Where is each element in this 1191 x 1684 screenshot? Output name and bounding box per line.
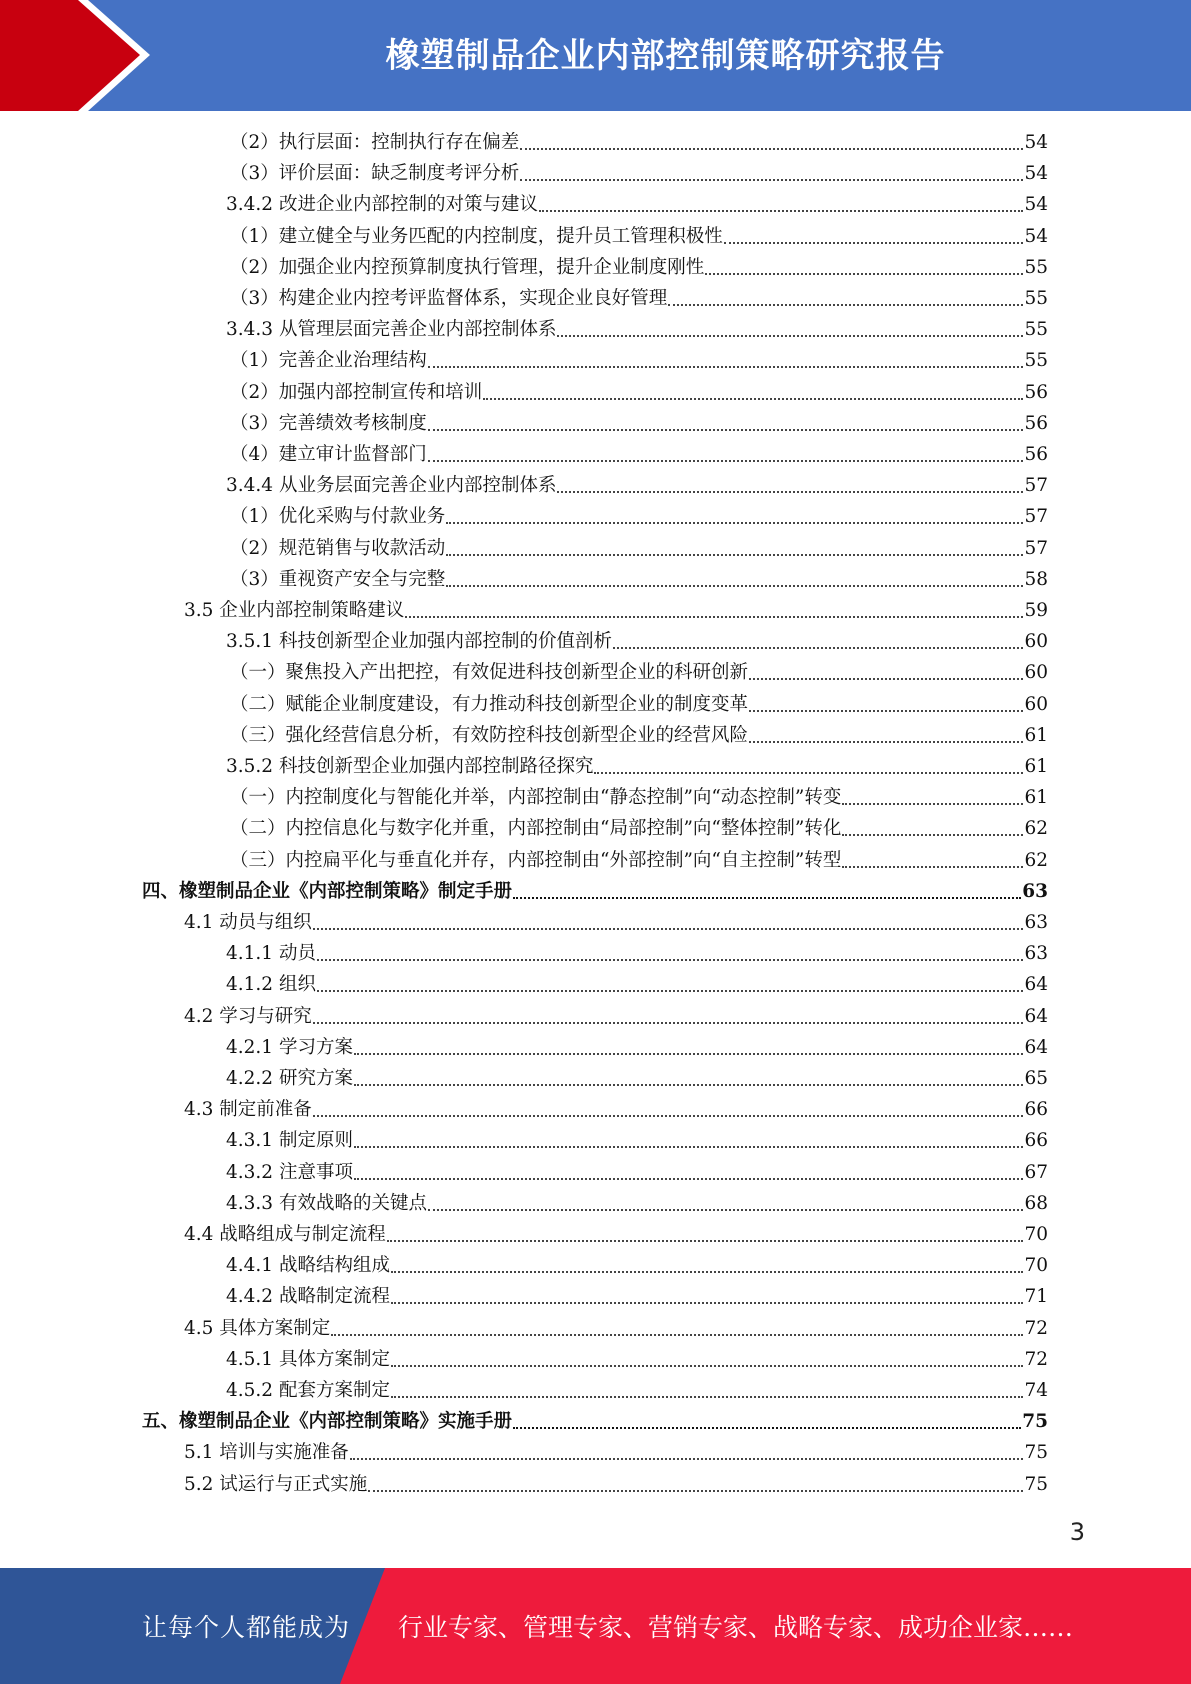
toc-entry[interactable] <box>230 657 1048 688</box>
toc-entry[interactable] <box>230 283 1048 314</box>
toc-entry-page: 55 <box>1024 350 1048 372</box>
toc-dot-leader <box>539 210 1023 212</box>
toc-dot-leader <box>842 866 1023 868</box>
toc-entry[interactable] <box>230 564 1048 595</box>
toc-entry-label: 五、橡塑制品企业《内部控制策略》实施手册 <box>142 1411 513 1433</box>
toc-entry-label: （3）完善绩效考核制度 <box>230 412 427 434</box>
toc-entry-label: 4.2.1 学习方案 <box>226 1036 353 1058</box>
toc-dot-leader <box>446 522 1023 524</box>
toc-entry[interactable] <box>226 1281 1048 1312</box>
toc-entry[interactable] <box>230 845 1048 876</box>
toc-entry-page: 65 <box>1024 1068 1048 1089</box>
toc-entry-page: 75 <box>1024 1473 1048 1495</box>
toc-entry[interactable] <box>226 314 1048 345</box>
toc-entry-label: 3.4.3 从管理层面完善企业内部控制体系 <box>226 319 557 341</box>
toc-entry-page: 55 <box>1024 256 1048 278</box>
toc-entry-label: 3.5 企业内部控制策略建议 <box>184 600 405 621</box>
toc-entry-label: 4.1.1 动员 <box>226 943 316 965</box>
toc-entry-label: （1）建立健全与业务匹配的内控制度，提升员工管理积极性 <box>230 225 723 247</box>
toc-entry-page: 63 <box>1024 912 1048 933</box>
toc-dot-leader <box>749 710 1023 712</box>
toc-entry[interactable] <box>230 408 1048 439</box>
toc-entry[interactable] <box>230 221 1048 252</box>
toc-entry-label: 4.5.1 具体方案制定 <box>226 1348 390 1370</box>
toc-dot-leader <box>317 959 1024 961</box>
toc-entry-page: 60 <box>1024 662 1048 684</box>
toc-dot-leader <box>557 491 1023 493</box>
toc-entry[interactable] <box>230 439 1048 470</box>
toc-entry-label: 5.2 试运行与正式实施 <box>184 1473 368 1495</box>
toc-entry-label: （二）赋能企业制度建设，有力推动科技创新型企业的制度变革 <box>230 693 749 715</box>
toc-dot-leader <box>391 1396 1023 1398</box>
toc-entry[interactable] <box>184 1219 1048 1250</box>
footer-slogan-right: 行业专家、管理专家、营销专家、战略专家、成功企业家…… <box>398 1613 1074 1642</box>
toc-entry[interactable] <box>230 252 1048 283</box>
toc-entry[interactable] <box>142 1406 1048 1437</box>
toc-entry[interactable] <box>226 470 1048 501</box>
toc-entry-page: 61 <box>1024 787 1048 809</box>
toc-entry-label: （三）内控扁平化与垂直化并存，内部控制由“外部控制”向“自主控制”转型 <box>230 849 842 871</box>
toc-entry-page: 54 <box>1024 225 1048 247</box>
toc-entry-label: 4.1 动员与组织 <box>184 912 312 933</box>
toc-dot-leader <box>428 1209 1023 1211</box>
toc-dot-leader <box>749 741 1023 743</box>
toc-entry-page: 57 <box>1024 537 1048 559</box>
toc-entry[interactable] <box>184 1313 1048 1344</box>
toc-entry-page: 63 <box>1024 943 1048 965</box>
toc-entry[interactable] <box>226 938 1048 969</box>
toc-entry[interactable] <box>230 158 1048 189</box>
toc-dot-leader <box>613 647 1023 649</box>
toc-dot-leader <box>513 1427 1021 1429</box>
toc-dot-leader <box>354 1178 1024 1180</box>
toc-entry-label: 3.5.2 科技创新型企业加强内部控制路径探究 <box>226 756 594 777</box>
toc-entry-label: 4.1.2 组织 <box>226 974 316 996</box>
toc-entry-label: 4.4 战略组成与制定流程 <box>184 1224 386 1245</box>
toc-entry[interactable] <box>226 189 1048 220</box>
toc-entry-page: 71 <box>1024 1286 1048 1308</box>
toc-entry-label: （二）内控信息化与数字化并重，内部控制由“局部控制”向“整体控制”转化 <box>230 818 842 840</box>
toc-entry-page: 66 <box>1024 1099 1048 1121</box>
toc-entry-page: 54 <box>1024 194 1048 216</box>
toc-dot-leader <box>313 1115 1024 1117</box>
toc-entry-page: 62 <box>1024 818 1048 840</box>
toc-entry-label: 4.3 制定前准备 <box>184 1099 312 1121</box>
toc-entry-label: （2）加强企业内控预算制度执行管理，提升企业制度刚性 <box>230 256 705 278</box>
toc-entry[interactable] <box>184 907 1048 938</box>
toc-entry[interactable] <box>184 595 1048 626</box>
toc-dot-leader <box>428 429 1024 431</box>
toc-entry-page: 64 <box>1024 1005 1048 1027</box>
toc-dot-leader <box>387 1240 1024 1242</box>
toc-entry-page: 70 <box>1024 1255 1048 1277</box>
toc-entry[interactable] <box>230 782 1048 813</box>
toc-entry-label: 四、橡塑制品企业《内部控制策略》制定手册 <box>142 880 513 902</box>
toc-entry[interactable] <box>226 1344 1048 1375</box>
toc-dot-leader <box>842 834 1023 836</box>
toc-dot-leader <box>557 335 1023 337</box>
toc-dot-leader <box>354 1053 1024 1055</box>
toc-entry-page: 54 <box>1024 163 1048 185</box>
toc-entry[interactable] <box>184 1001 1048 1032</box>
toc-entry[interactable] <box>226 1125 1048 1156</box>
toc-entry-page: 56 <box>1024 444 1048 465</box>
toc-entry-page: 63 <box>1022 880 1048 902</box>
toc-entry[interactable] <box>226 626 1048 657</box>
toc-dot-leader <box>428 460 1024 462</box>
toc-dot-leader <box>391 1302 1023 1304</box>
header-banner <box>0 0 1191 111</box>
toc-entry-label: （1）完善企业治理结构 <box>230 350 427 372</box>
toc-entry-page: 57 <box>1024 506 1048 528</box>
page-number: 3 <box>1069 1518 1085 1546</box>
toc-entry-page: 58 <box>1024 568 1048 590</box>
toc-dot-leader <box>520 148 1023 150</box>
toc-entry[interactable] <box>184 1469 1048 1500</box>
toc-entry-label: 3.4.2 改进企业内部控制的对策与建议 <box>226 194 538 216</box>
toc-dot-leader <box>724 242 1024 244</box>
toc-entry[interactable] <box>226 969 1048 1000</box>
toc-dot-leader <box>749 678 1023 680</box>
toc-entry-page: 60 <box>1024 693 1048 715</box>
toc-dot-leader <box>313 928 1024 930</box>
toc-entry[interactable] <box>226 1032 1048 1063</box>
toc-entry-label: 4.2 学习与研究 <box>184 1005 312 1027</box>
toc-entry[interactable] <box>230 813 1048 844</box>
toc-dot-leader <box>317 990 1024 992</box>
toc-entry-label: （4）建立审计监督部门 <box>230 444 427 465</box>
toc-entry-label: 4.3.3 有效战略的关键点 <box>226 1192 427 1214</box>
toc-dot-leader <box>520 179 1023 181</box>
toc-entry-page: 61 <box>1024 724 1048 746</box>
toc-entry-page: 59 <box>1024 600 1048 621</box>
toc-dot-leader <box>668 304 1023 306</box>
toc-entry-page: 62 <box>1024 849 1048 871</box>
toc-entry[interactable] <box>230 689 1048 720</box>
toc-dot-leader <box>842 803 1023 805</box>
toc-entry[interactable] <box>142 876 1048 907</box>
toc-entry[interactable] <box>226 1157 1048 1188</box>
toc-entry-page: 64 <box>1024 1036 1048 1058</box>
toc-entry-page: 57 <box>1024 475 1048 497</box>
toc-entry[interactable] <box>226 1188 1048 1219</box>
toc-entry-page: 54 <box>1024 132 1048 153</box>
toc-entry-page: 67 <box>1024 1161 1048 1183</box>
toc-entry-page: 66 <box>1024 1130 1048 1152</box>
toc-entry-label: 4.2.2 研究方案 <box>226 1068 353 1089</box>
toc-entry-page: 64 <box>1024 974 1048 996</box>
toc-entry-label: 4.3.2 注意事项 <box>226 1161 353 1183</box>
toc-entry[interactable] <box>230 377 1048 408</box>
toc-entry-page: 74 <box>1024 1380 1048 1401</box>
toc-entry-page: 68 <box>1024 1192 1048 1214</box>
toc-entry-page: 55 <box>1024 288 1048 309</box>
toc-entry-label: 4.4.1 战略结构组成 <box>226 1255 390 1277</box>
toc-entry-label: （3）重视资产安全与完整 <box>230 568 446 590</box>
toc-entry-label: 4.5 具体方案制定 <box>184 1317 331 1339</box>
toc-dot-leader <box>368 1490 1023 1492</box>
toc-entry-page: 75 <box>1022 1411 1048 1433</box>
toc-entry-label: （3）构建企业内控考评监督体系，实现企业良好管理 <box>230 288 668 309</box>
toc-entry-page: 72 <box>1024 1317 1048 1339</box>
toc-entry[interactable] <box>226 1250 1048 1281</box>
toc-entry[interactable] <box>230 501 1048 532</box>
toc-dot-leader <box>428 366 1024 368</box>
toc-entry-label: （3）评价层面：缺乏制度考评分析 <box>230 163 520 185</box>
toc-entry-label: 3.4.4 从业务层面完善企业内部控制体系 <box>226 475 557 497</box>
toc-dot-leader <box>483 398 1023 400</box>
toc-dot-leader <box>391 1365 1023 1367</box>
toc-dot-leader <box>350 1458 1024 1460</box>
toc-entry-label: 3.5.1 科技创新型企业加强内部控制的价值剖析 <box>226 631 612 653</box>
toc-entry-label: （一）聚焦投入产出把控，有效促进科技创新型企业的科研创新 <box>230 662 749 684</box>
toc-entry[interactable] <box>230 533 1048 564</box>
toc-entry[interactable] <box>230 127 1048 158</box>
toc-entry[interactable] <box>230 720 1048 751</box>
toc-entry-label: （2）规范销售与收款活动 <box>230 537 446 559</box>
toc-entry-page: 56 <box>1024 412 1048 434</box>
chevron-arrow-icon <box>0 0 140 111</box>
toc-dot-leader <box>331 1334 1023 1336</box>
toc-dot-leader <box>391 1271 1023 1273</box>
toc-entry-label: 4.5.2 配套方案制定 <box>226 1380 390 1401</box>
toc-entry-label: 5.1 培训与实施准备 <box>184 1442 349 1464</box>
toc-entry[interactable] <box>226 751 1048 782</box>
toc-entry-label: 4.3.1 制定原则 <box>226 1130 353 1152</box>
toc-entry-page: 56 <box>1024 381 1048 403</box>
toc-entry-label: （1）优化采购与付款业务 <box>230 506 446 528</box>
toc-entry[interactable] <box>226 1063 1048 1094</box>
toc-entry[interactable] <box>226 1375 1048 1406</box>
toc-entry-page: 72 <box>1024 1348 1048 1370</box>
footer-banner <box>0 1568 1191 1684</box>
footer-slogan-left: 让每个人都能成为 <box>142 1613 351 1642</box>
toc-entry-label: （三）强化经营信息分析，有效防控科技创新型企业的经营风险 <box>230 724 749 746</box>
toc-dot-leader <box>513 897 1021 899</box>
toc-entry-label: （2）加强内部控制宣传和培训 <box>230 381 483 403</box>
toc-dot-leader <box>405 616 1023 618</box>
toc-entry-label: 4.4.2 战略制定流程 <box>226 1286 390 1308</box>
toc-dot-leader <box>446 585 1023 587</box>
toc-entry[interactable] <box>230 345 1048 376</box>
toc-dot-leader <box>705 273 1023 275</box>
toc-dot-leader <box>446 554 1023 556</box>
toc-dot-leader <box>313 1022 1024 1024</box>
toc-dot-leader <box>594 772 1023 774</box>
toc-entry-page: 60 <box>1024 631 1048 653</box>
toc-entry[interactable] <box>184 1437 1048 1468</box>
toc-entry-label: （2）执行层面：控制执行存在偏差 <box>230 132 520 153</box>
toc-entry-page: 55 <box>1024 319 1048 341</box>
toc-entry-page: 75 <box>1024 1442 1048 1464</box>
toc-dot-leader <box>354 1084 1024 1086</box>
toc-entry[interactable] <box>184 1094 1048 1125</box>
toc-dot-leader <box>354 1146 1024 1148</box>
toc-entry-label: （一）内控制度化与智能化并举，内部控制由“静态控制”向“动态控制”转变 <box>230 787 842 809</box>
report-title: 橡塑制品企业内部控制策略研究报告 <box>385 35 946 76</box>
toc-entry-page: 70 <box>1024 1224 1048 1245</box>
toc-entry-page: 61 <box>1024 756 1048 777</box>
